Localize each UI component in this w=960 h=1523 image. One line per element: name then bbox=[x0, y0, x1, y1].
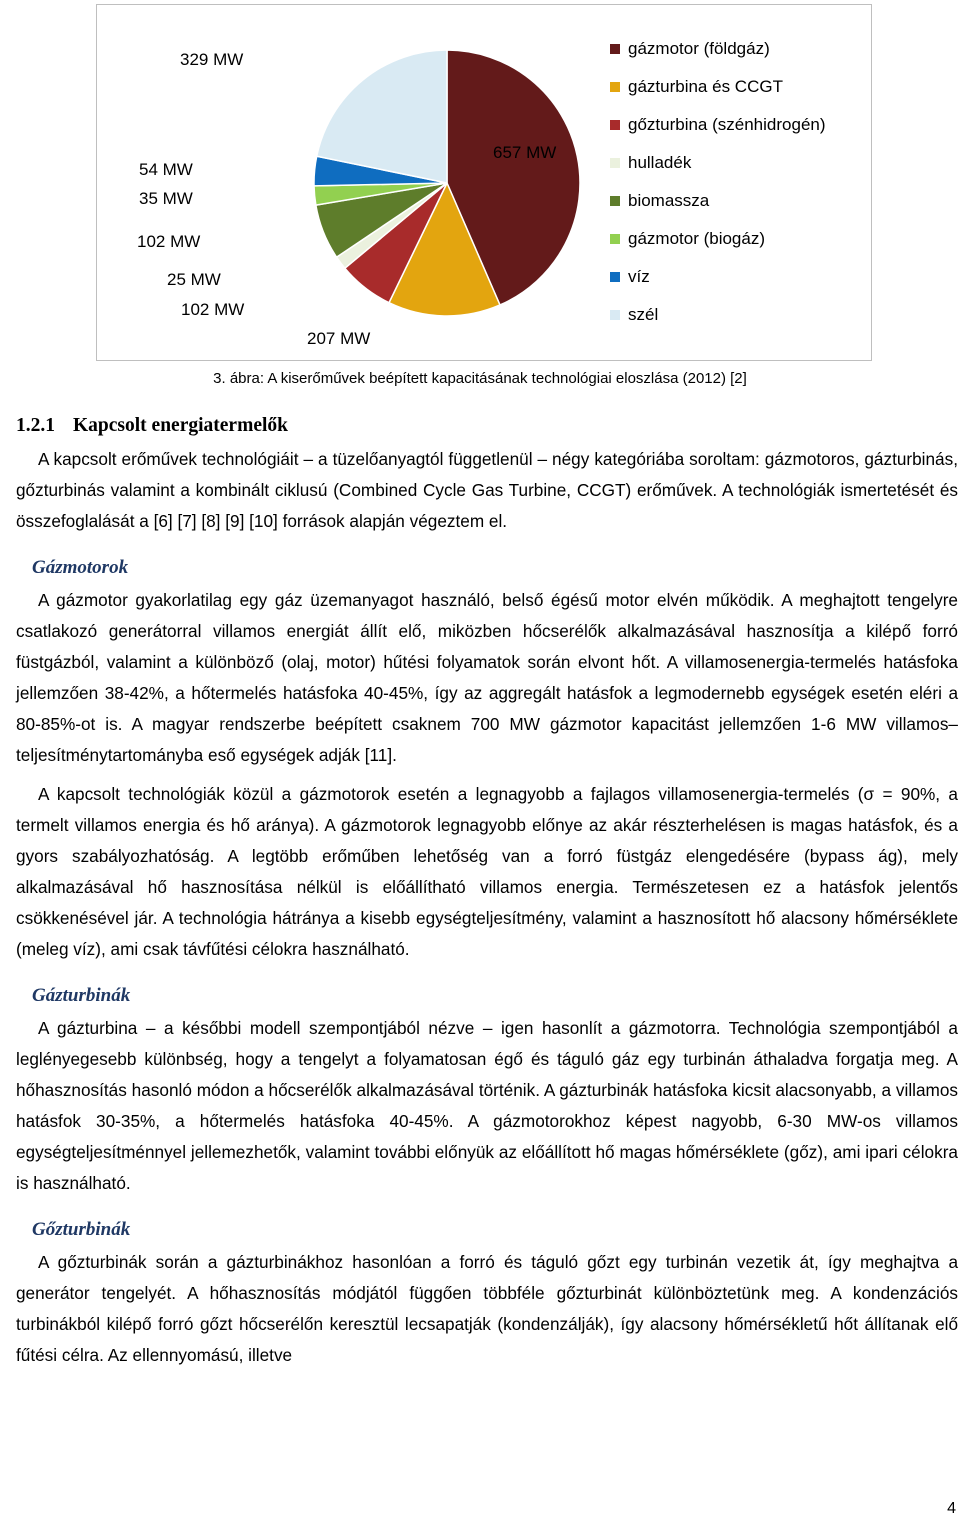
data-label-gazturbina: 207 MW bbox=[307, 329, 371, 348]
paragraph: A gőzturbinák során a gázturbinákhoz hasonlóan a forró és táguló gőzt egy turbinán vezetik át, így meghajtva a generátor tengelyét. A hőhasznosítás módjától függően többféle gőzturbinát különböztetünk meg. A kondenzációs turbinákból kilépő forró gőzt hőcserélőn keresztül lecsapatják (kondenzálják), így alacsony hőmérsékletű hőt állítanak elő fűtési célra. Az ellennyomású, illetve bbox=[16, 1252, 958, 1365]
legend-label: szél bbox=[628, 305, 659, 324]
legend-item-gazturbina bbox=[610, 77, 783, 97]
legend-swatch bbox=[610, 196, 620, 206]
legend-label: gázturbina és CCGT bbox=[628, 77, 783, 96]
legend-item-gozturbina bbox=[610, 115, 826, 135]
data-label-viz: 54 MW bbox=[139, 160, 193, 179]
legend-swatch bbox=[610, 158, 620, 168]
section-number: 1.2.1 bbox=[16, 415, 55, 436]
legend-item-gazmotor-biogaz bbox=[610, 229, 765, 249]
legend-swatch bbox=[610, 310, 620, 320]
section-heading bbox=[16, 408, 958, 444]
legend-swatch bbox=[610, 44, 620, 54]
section-intro: A kapcsolt erőművek technológiáit – a tüzelőanyagtól függetlenül – négy kategóriába soroltam: gázmotoros, gázturbinás, gőzturbinás valamint a kombinált ciklusú (Combined Cycle Gas Turbine, CCGT) erőművek. A technológiák ismertetését és összefoglalását a [6] [7] [8] [9] [10] források alapján végeztem el. bbox=[16, 449, 958, 531]
legend-label: víz bbox=[628, 267, 650, 286]
document-body bbox=[16, 408, 958, 1371]
legend-label: gázmotor (biogáz) bbox=[628, 229, 766, 248]
legend-label: biomassza bbox=[628, 191, 710, 210]
data-label-szel: 329 MW bbox=[180, 50, 244, 69]
legend-swatch bbox=[610, 272, 620, 282]
legend-item-hulladek bbox=[610, 153, 691, 173]
page-number: 4 bbox=[947, 1500, 956, 1517]
pie-chart-frame bbox=[96, 4, 872, 361]
legend-item-gazmotor-foldgaz bbox=[610, 39, 770, 59]
paragraph: A kapcsolt technológiák közül a gázmotorok esetén a legnagyobb a fajlagos villamosenergia-termelés (σ = 90%, a termelt villamos energia és hő aránya). A gázmotorok legnagyobb előnye az akár részterhelésen is magas hatásfok, és a gyors szabályozhatóság. A legtöbb erőműben lehetőség van a forró füstgáz elengedésére (bypass ág), mely alkalmazásával hő hasznosítása nélkül is előállítható villamos energia. Természetesen ez a hatásfok jelentős csökkenésével jár. A technológia hátránya a kisebb egységteljesítmény, valamint a hasznosított hő alacsony hőmérséklete (meleg víz), ami csak távfűtési célokra használható. bbox=[16, 784, 958, 959]
legend-label: hulladék bbox=[628, 153, 692, 172]
data-label-biomassza: 102 MW bbox=[137, 232, 201, 251]
legend-item-viz bbox=[610, 267, 650, 287]
data-label-gazmotor-foldgaz: 657 MW bbox=[493, 143, 557, 162]
legend-item-szel bbox=[610, 305, 658, 325]
paragraph: A gázturbina – a későbbi modell szempontjából nézve – igen hasonlít a gázmotorra. Technológia szempontjából a leglényegesebb különbség, hogy a tengelyt a folyamatosan égő és táguló gáz egy turbinán áthaladva forgatja meg. A hőhasznosítás hasonló módon a hőcserélők alkalmazásával történik. A gázturbinák hatásfoka kicsit alacsonyabb, a villamos hatásfok 30-35%, a hőtermelés hatásfoka 40-45%. A gázmotorokhoz képest nagyobb, 6-30 MW-os villamos egységteljesítménnyel jellemezhetők, valamint további előnyük az előállított hő magas hőmérséklete (gőz), ami ipari célokra is használható. bbox=[16, 1018, 958, 1193]
data-label-gazmotor-biogaz: 35 MW bbox=[139, 189, 193, 208]
data-label-gozturbina: 102 MW bbox=[181, 300, 245, 319]
legend-label: gázmotor (földgáz) bbox=[628, 39, 770, 58]
subsection-heading-gazmotorok: Gázmotorok bbox=[32, 557, 129, 578]
legend-item-biomassza bbox=[610, 191, 709, 211]
legend-label: gőzturbina (szénhidrogén) bbox=[628, 115, 826, 134]
subsection-heading-gozturbinak: Gőzturbinák bbox=[32, 1219, 131, 1240]
legend-swatch bbox=[610, 120, 620, 130]
paragraph: A gázmotor gyakorlatilag egy gáz üzemanyagot használó, belső égésű motor elvén működik. A meghajtott tengelyre csatlakozó generátorral villamos energiát állít elő, miközben hőcserélők alkalmazásával hasznosítja a kilépő forró füstgázból, valamint a különböző (olaj, motor) hűtési folyamatok során elvont hőt. A villamosenergia-termelés hatásfoka jellemzően 38-42%, a hőtermelés hatásfoka 40-45%, így az aggregált hatásfok a legmodernebb egységek esetén eléri a 80-85%-ot is. A magyar rendszerbe beépített csaknem 700 MW gázmotor kapacitást jellemzően 1-6 MW villamos–teljesítménytartományba eső egységek adják [11]. bbox=[16, 590, 958, 765]
section-title: Kapcsolt energiatermelők bbox=[73, 415, 288, 436]
subsection-heading-gazturbinak: Gázturbinák bbox=[32, 985, 131, 1006]
data-label-hulladek: 25 MW bbox=[167, 270, 221, 289]
legend-swatch bbox=[610, 234, 620, 244]
figure-caption: 3. ábra: A kiserőművek beépített kapacitásának technológiai eloszlása (2012) [2] bbox=[213, 370, 747, 387]
legend-swatch bbox=[610, 82, 620, 92]
